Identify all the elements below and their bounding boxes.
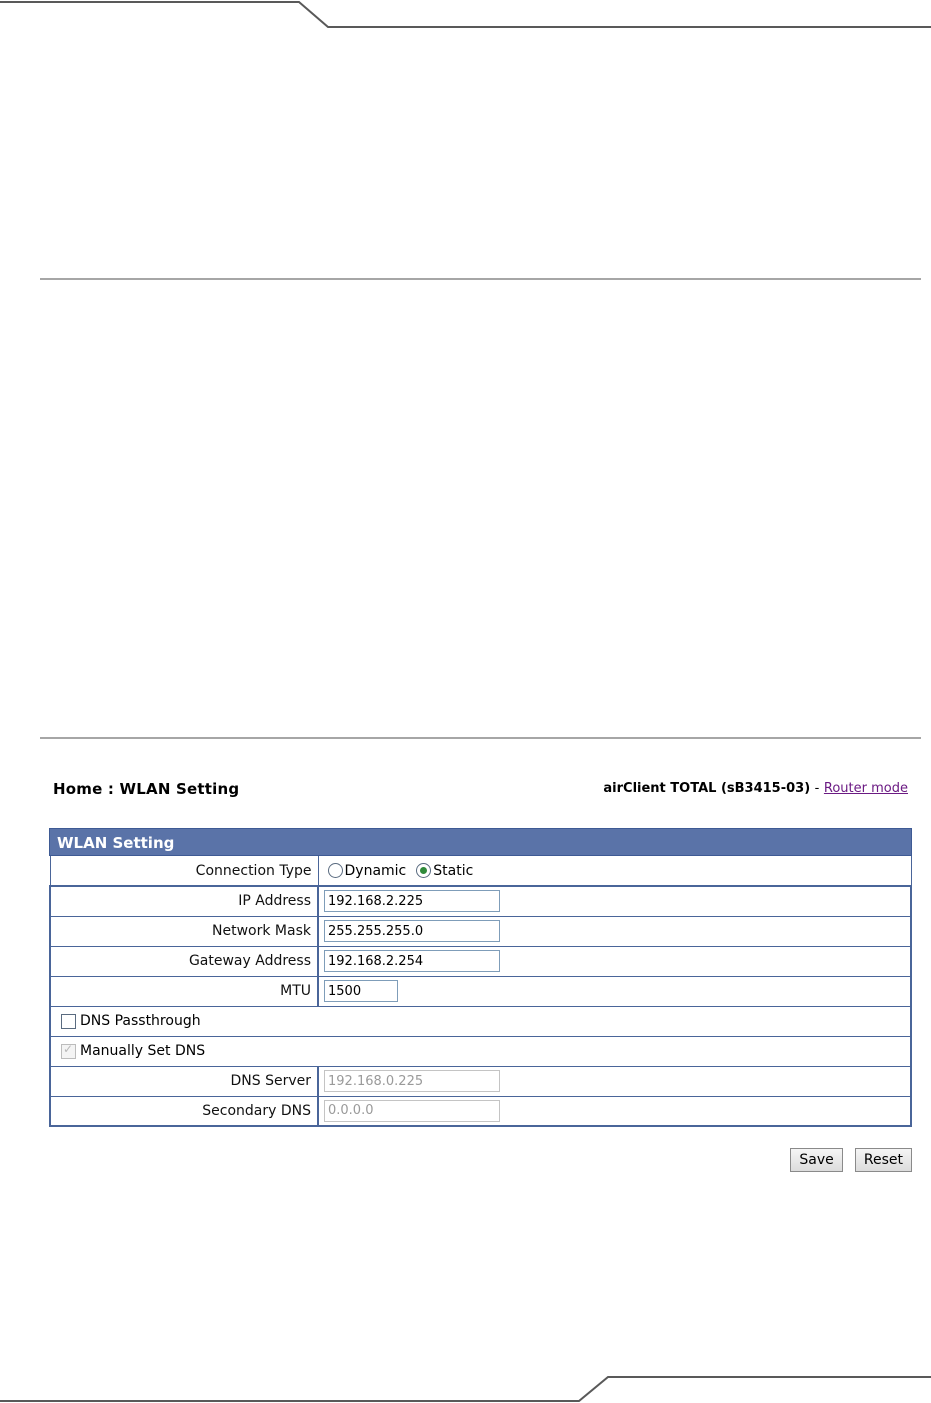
row-manually-set-dns — [50, 1036, 911, 1066]
network-mask-input[interactable] — [324, 920, 500, 942]
row-mtu — [50, 976, 911, 1006]
label-ip-address: IP Address — [50, 886, 318, 916]
row-secondary-dns — [50, 1096, 911, 1126]
radio-dynamic-label: Dynamic — [344, 862, 407, 879]
reset-button[interactable]: Reset — [855, 1148, 912, 1172]
row-network-mask — [50, 916, 911, 946]
breadcrumb: Home : WLAN Setting — [53, 780, 240, 798]
wlan-form — [49, 856, 912, 1127]
device-separator: - — [814, 781, 820, 796]
row-dns-server — [50, 1066, 911, 1096]
label-network-mask: Network Mask — [50, 916, 318, 946]
form-actions — [783, 1148, 912, 1172]
label-connection-type: Connection Type — [50, 856, 318, 886]
gateway-address-input[interactable] — [324, 950, 500, 972]
row-gateway-address — [50, 946, 911, 976]
manually-set-dns-checkbox[interactable] — [61, 1044, 76, 1059]
row-dns-passthrough — [50, 1006, 911, 1036]
dns-passthrough-checkbox[interactable] — [61, 1014, 76, 1029]
save-button[interactable]: Save — [790, 1148, 842, 1172]
page-header — [53, 780, 908, 802]
divider-bottom — [40, 737, 921, 739]
device-name: airClient TOTAL (sB3415-03) — [603, 781, 811, 796]
dns-passthrough-label: DNS Passthrough — [80, 1013, 201, 1029]
radio-static[interactable] — [416, 863, 431, 878]
connection-type-options — [318, 856, 911, 886]
secondary-dns-input[interactable] — [324, 1100, 500, 1122]
label-mtu: MTU — [50, 976, 318, 1006]
mtu-input[interactable] — [324, 980, 398, 1002]
router-mode-link[interactable]: Router mode — [823, 781, 908, 796]
panel-title: WLAN Setting — [49, 828, 912, 856]
radio-static-label: Static — [433, 862, 474, 879]
label-secondary-dns: Secondary DNS — [50, 1096, 318, 1126]
divider-top — [40, 278, 921, 280]
wlan-setting-panel — [49, 828, 912, 1127]
row-connection-type — [50, 856, 911, 886]
row-ip-address — [50, 886, 911, 916]
device-info — [603, 781, 908, 796]
radio-dynamic[interactable] — [328, 863, 343, 878]
manually-set-dns-label: Manually Set DNS — [80, 1043, 206, 1059]
label-gateway-address: Gateway Address — [50, 946, 318, 976]
dns-server-input[interactable] — [324, 1070, 500, 1092]
ip-address-input[interactable] — [324, 890, 500, 912]
label-dns-server: DNS Server — [50, 1066, 318, 1096]
